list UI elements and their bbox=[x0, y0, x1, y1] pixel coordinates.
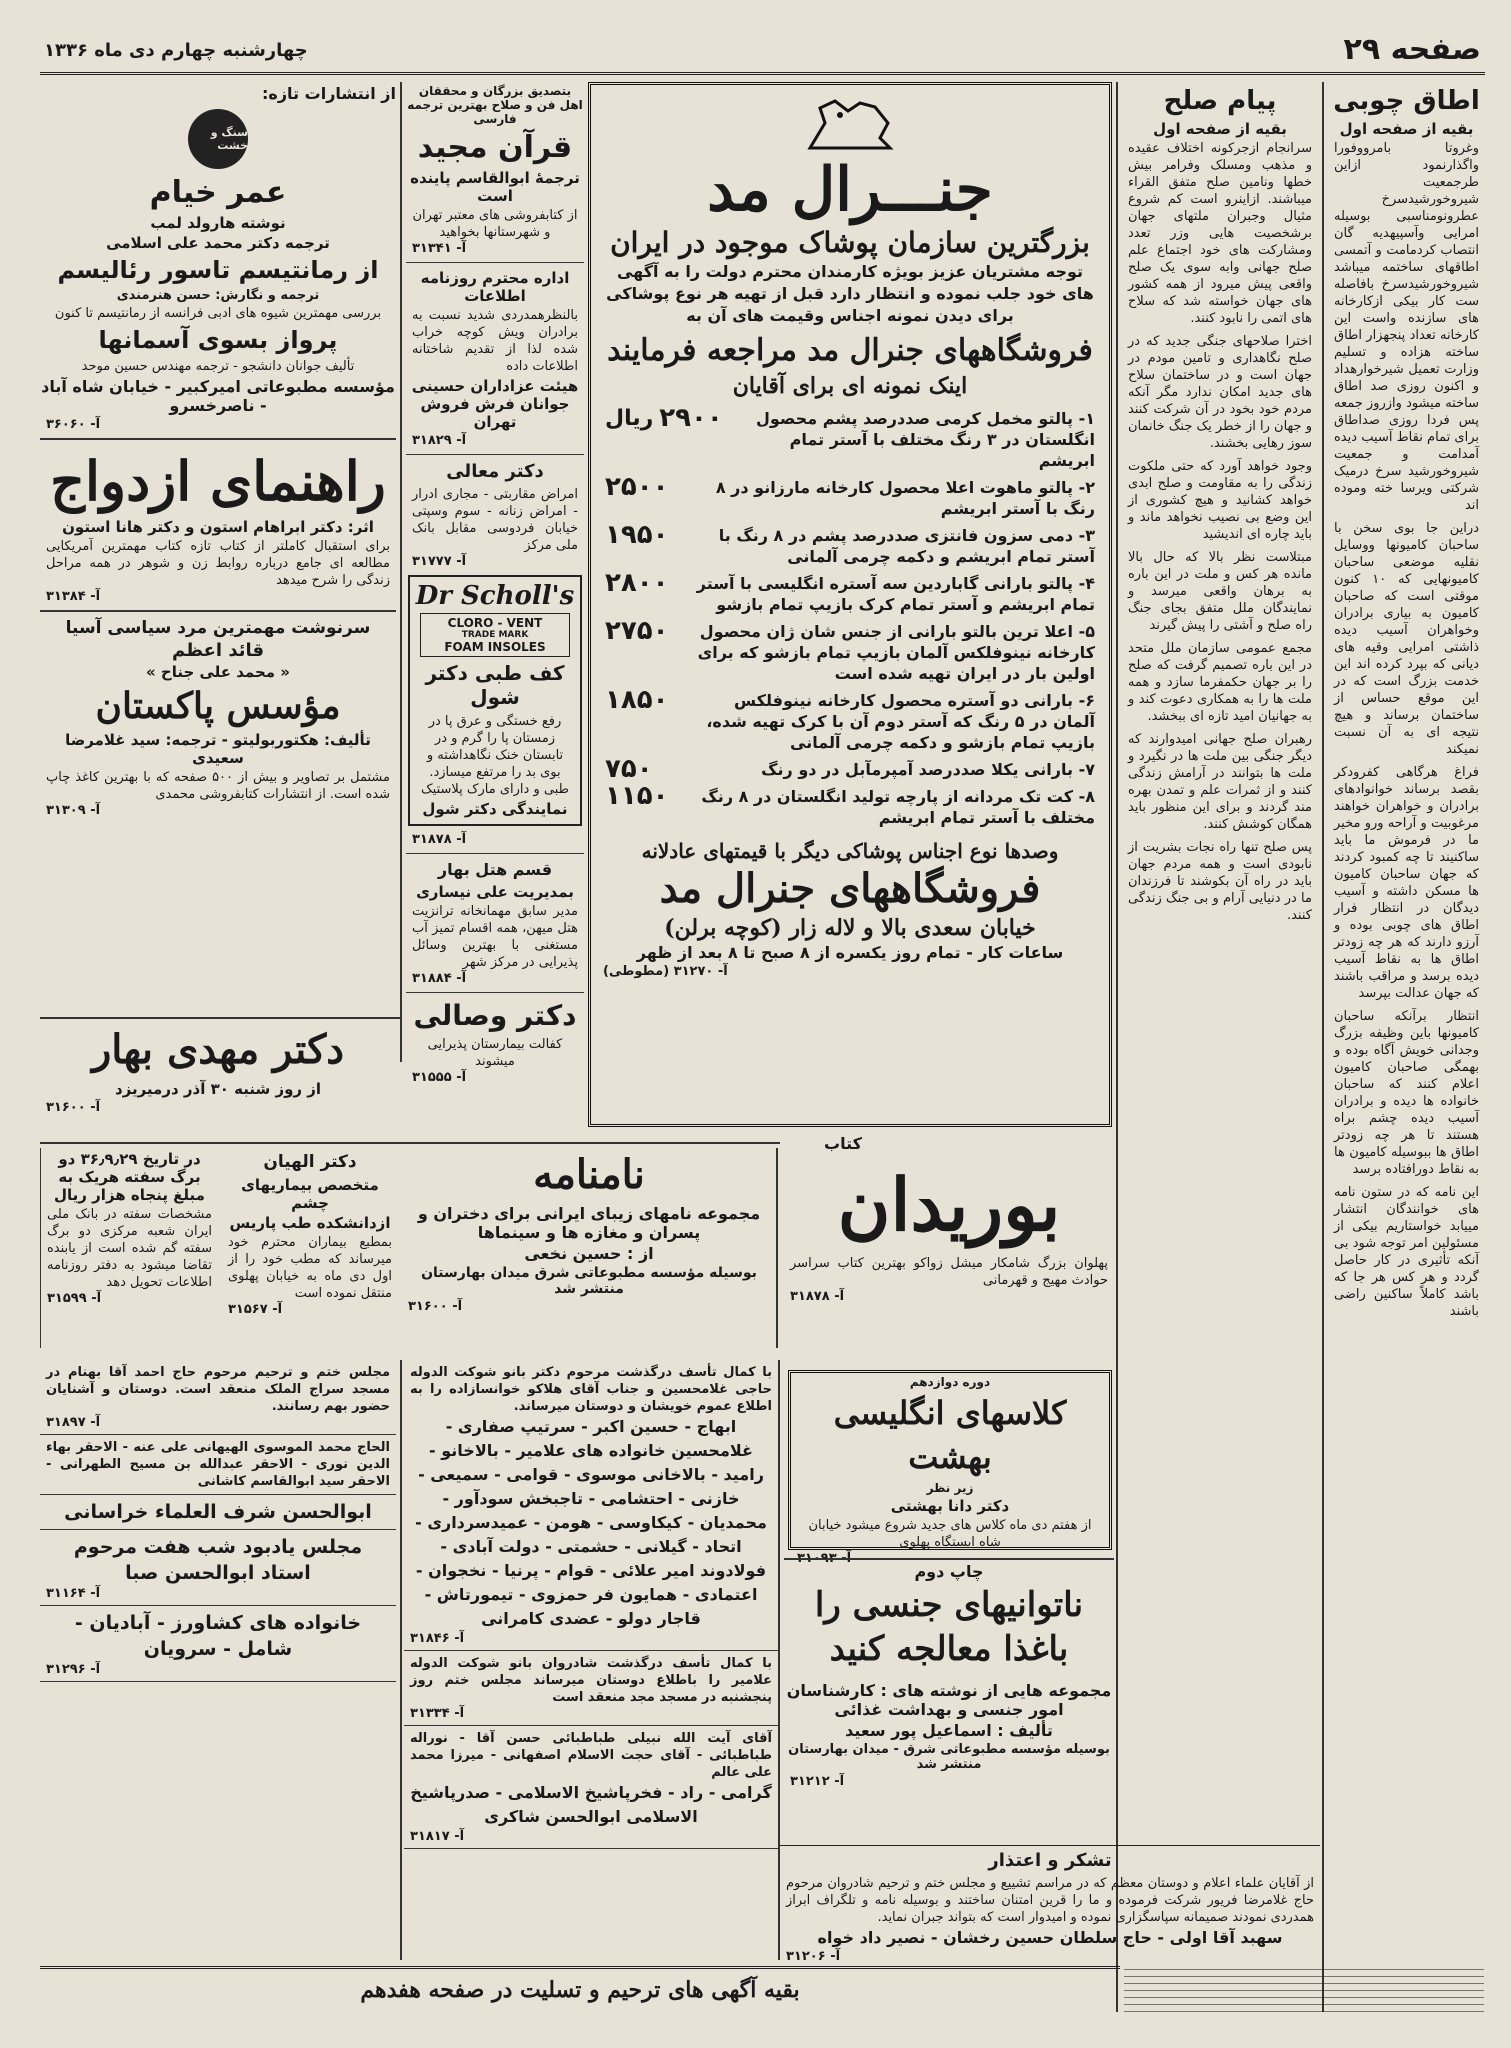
namname-title: نامنامه bbox=[533, 1151, 645, 1198]
scholls-agent: نمایندگی دکتر شول bbox=[422, 800, 568, 818]
article-body: پس صلح تنها راه نجات بشریت از نابودی است و همه مردم جهان باید در راه آن بکوشند تا فرزندان ما در دنیایی آرام و بی جنگ زندگی کنند. bbox=[1128, 840, 1312, 923]
price-item-text: ۳- دمی سزون فانتزی صددرصد پشم در ۸ رنگ با آستر تمام ابریشم و دکمه چرمی آلمانی bbox=[718, 526, 1095, 566]
quran-translator: ترجمهٔ ابوالقاسم پاینده است bbox=[410, 169, 580, 205]
obituaries-center bbox=[404, 1360, 780, 1960]
ad-naton bbox=[784, 1558, 1114, 1838]
price-item bbox=[597, 474, 1103, 522]
naton-pub: بوسیله مؤسسه مطبوعاتی شرق - میدان بهارستان منتشر شد bbox=[788, 1742, 1110, 1772]
doctor-name: دکتر معالی bbox=[446, 461, 544, 482]
obituary-text: با کمال تأسف درگذشت مرحوم دکتر بانو شوکت الدوله حاجی غلامحسین و جناب آقای هلاکو خوانسازاده را به اطلاع عموم خویشان و دوستان میرساند. bbox=[410, 1365, 772, 1414]
english-teacher: دکتر دانا بهشتی bbox=[890, 1497, 1010, 1515]
hotel-body: مدیر سابق مهمانخانه ترانزیت هتل میهن، همه اقسام تمیز آب مستغنی با بهترین وسائل پذیرایی در مرکز شهر bbox=[412, 904, 578, 970]
article-title: پیام صلح bbox=[1163, 86, 1277, 116]
doctor-ref: آ- ۳۱۷۷۷ bbox=[412, 554, 467, 569]
obituary-list bbox=[40, 1360, 396, 1682]
obituary-ref: آ- ۳۱۸۱۷ bbox=[410, 1829, 465, 1844]
price-item bbox=[597, 618, 1103, 687]
naton-author: تألیف : اسماعیل پور سعید bbox=[845, 1721, 1053, 1740]
scholls-ref: آ- ۳۱۸۷۸ bbox=[412, 832, 467, 847]
pakistan-quote: « محمد علی جناح » bbox=[145, 663, 290, 681]
section-rule bbox=[40, 1017, 400, 1019]
obituary-text: آقای آیت الله نبیلی طباطبائی حسن آقا - نوراله طباطبائی - آقای حجت الاسلام اصفهانی - میرزا محمد علی عالم bbox=[410, 1731, 772, 1780]
mourning-ref: آ- ۳۱۸۲۹ bbox=[412, 433, 467, 448]
obituary-item bbox=[404, 1651, 778, 1726]
scholls-product: CLORO - VENT bbox=[447, 616, 543, 630]
article-body: مبتلاست نظر بالا که حال بالا مانده هر کس و ملت در این باره به برهان واقعی میرسد و نمایندگان ملل متفق بجای جنگ راه صلح و آشتی را پیش گیرند bbox=[1128, 550, 1312, 633]
article-body: انتظار برآنکه ساحبان کامیونها باین وظیفه بزرگ وجدانی خویش آگاه بوده و بهمگی صاحبان کامیون اعلام کنند که ساحبان خانواده ها دیده و برادران آسیب دیده چشم براه هستند تا هر چه زودتر اطاق ها ببوسیله کامیون ها به نقاط دورافتاده برسد bbox=[1334, 1009, 1479, 1177]
ad-stores: فروشگاههای جنرال مد bbox=[659, 865, 1041, 912]
booryan-label: کتاب bbox=[824, 1134, 862, 1153]
quran-info: از کتابفروشی های معتبر تهران و شهرستانها بخواهید bbox=[412, 208, 578, 240]
lost-body: مشخصات سفته در بانک ملی ایران شعبه مرکزی دو برگ سفته گم شده است از یابنده تقاضا میشود به دفتر روزنامه اطلاعات تحویل دهد bbox=[47, 1207, 212, 1290]
column-wooden-rooms bbox=[1328, 82, 1485, 2012]
ad-dr-elhiyan bbox=[222, 1148, 398, 1348]
price-item-text: ۶- بارانی دو آستره محصول کارخانه نینوفلکس آلمان در ۵ رنگ که آستر دوم آن با کرک تهیه شده، بازیپ تمام بازشو و دکمه چرمی آلمانی bbox=[706, 691, 1095, 752]
column-ads-small bbox=[406, 82, 584, 1122]
naton-title: ناتوانیهای جنسی را باغذا معالجه کنید bbox=[814, 1585, 1084, 1669]
price-item-price: ۲۷۵۰ bbox=[605, 616, 669, 646]
lost-ref: آ- ۳۱۵۹۹ bbox=[47, 1291, 102, 1306]
hotel-name: بمدیریت علی نیساری bbox=[416, 883, 574, 901]
quran-title: قرآن مجید bbox=[417, 130, 573, 165]
ad-headline: بزرگترین سازمان پوشاک موجود در ایران bbox=[610, 226, 1090, 259]
notice-thanks bbox=[780, 1845, 1320, 1964]
naton-from: مجموعه هایی از نوشته های : کارشناسان امور جنسی و بهداشت غذائی bbox=[786, 1681, 1112, 1719]
ad-cta: فروشگاههای جنرال مد مراجعه فرمایند bbox=[607, 333, 1093, 368]
marriage-author: اثر: دکتر ابراهام استون و دکتر هانا استون bbox=[62, 518, 374, 536]
elhiyan-ref: آ- ۳۱۵۶۷ bbox=[228, 1302, 283, 1317]
obituary-text: با کمال تأسف درگذشت شادروان بانو شوکت الدوله علامیر را باطلاع دوستان میرساند مجلس ختم روز پنجشنبه در مسجد مجد منعقد است bbox=[410, 1656, 772, 1705]
mehdi-ref: آ- ۳۱۶۰۰ bbox=[46, 1100, 101, 1115]
price-item-text: ۷- بارانی یکلا صددرصد آمپرمآبل در دو رنگ bbox=[761, 760, 1095, 779]
publisher-press: مؤسسه مطبوعاتی امیرکبیر - خیابان شاه آباد - ناصرخسرو bbox=[41, 377, 395, 415]
issue-date: چهارشنبه چهارم دی ماه ۱۳۳۶ bbox=[44, 40, 308, 61]
khayyam-author: نوشته هارولد لمب bbox=[150, 214, 286, 232]
pakistan-ref: آ- ۳۱۳۰۹ bbox=[46, 803, 101, 818]
article-body: این نامه که در ستون نامه های خوانندگان انتشار مییابد خواستاریم بیکی از مسئولین امر توجه شود بی آنکه تأثیری در کار حاصل گردد و هر کس هر جا که باشد کاملاً ساکنین راضی باشند bbox=[1334, 1185, 1479, 1319]
obituary-item bbox=[40, 1435, 396, 1495]
mourning-signature: هیئت عزاداران حسینی جوانان فرش فروش تهران bbox=[411, 377, 579, 431]
mehdi-title: دکتر مهدی بهار bbox=[91, 1026, 345, 1073]
ad-english-classes bbox=[788, 1370, 1112, 1566]
obituary-item bbox=[40, 1360, 396, 1435]
price-item-price: ۱۱۵۰ bbox=[605, 781, 669, 811]
obituary-list bbox=[404, 1360, 778, 1849]
pub-header: از انتشارات تازه: bbox=[262, 84, 396, 103]
article-body: دراین جا بوی سخن با ساحبان کامیونها ووسایل نقلیه موضعی ساحبان کامیونهایی که ۱۰ کنون موقتی است که صاحبان کامیون به بیاری برادران وخواهران آسیب دیده ذاشتی امرایی وقیه های دیانی که بپرد کرده اند این خدمت بزرگ است که در این موقع حساس از ساختمان برساند و هیچ نتیجه ای به آن نسبت نمیکند bbox=[1334, 521, 1479, 757]
article-subtitle: بقیه از صفحه اول bbox=[1339, 120, 1474, 138]
ad-dr-mehdi bbox=[40, 1022, 396, 1137]
section-rule bbox=[40, 1142, 780, 1144]
flight-title: پرواز بسوی آسمانها bbox=[98, 326, 338, 354]
quran-ref: آ- ۳۱۳۴۱ bbox=[412, 241, 467, 256]
notice-ref: آ- ۳۱۲۰۶ bbox=[786, 1949, 841, 1964]
hotel-title: قسم هتل بهار bbox=[437, 860, 553, 879]
notice-title: تشکر و اعتذار bbox=[988, 1850, 1112, 1871]
price-item bbox=[597, 570, 1103, 618]
ad-booryan bbox=[784, 1132, 1114, 1362]
article-body: اخترا صلاحهای جنگی جدید که در صلح نگاهداری و تامین مودم در جهان است و در ساختمان سلاح های جدید امکان ندارد مگر آنکه مردم خود بخود در آن شرکت کنند و جهان را از خطر یک جنگ خانمان سوز رهایی بخشند. bbox=[1128, 334, 1312, 451]
obituary-item bbox=[404, 1726, 778, 1849]
english-ref: آ- ۳۱۰۹۳ bbox=[797, 1551, 852, 1566]
ad-lost-notes bbox=[40, 1148, 218, 1348]
pakistan-body: مشتمل بر تصاویر و بیش از ۵۰۰ صفحه که با بهترین کاغذ چاپ شده است. از انتشارات کتابفروشی محمدی bbox=[46, 770, 390, 802]
obituary-item bbox=[40, 1530, 396, 1606]
elhiyan-school: ازدانشکده طب پاریس bbox=[229, 1214, 391, 1232]
scholls-brand: Dr Scholl's bbox=[415, 581, 575, 611]
price-item-text: ۱- پالتو مخمل کرمی صددرصد پشم محصول انگلستان در ۳ رنگ مختلف با آستر تمام ابریشم bbox=[756, 409, 1095, 470]
price-item bbox=[597, 522, 1103, 570]
ad-subhead: اینک نمونه ای برای آقایان bbox=[732, 373, 968, 399]
ad-namname bbox=[402, 1148, 778, 1348]
article-body: وغروتا بامرووفورا واگذارنمود ازاین طرجمعیت شیروخورشیدسرخ عطرونومناسبی بوسیله امرایی وآسپیهدیه گان انتصاب کردمامت و آتمسی اطاقهای ساختمه میباشد شیروخورشیدسرخ بافاصله ست کار بیکی ازکارخانه های سازنده واست این کارخانه تعداد پنجهزار اطاق ساخته هزاده و تسلیم وزارت تعمیل شیرخوارهداد و اکنون روزی صد اطاق ساخته میشود وازروز جمعه پس فردا روزی صداطاق برای تمام نقاط آسیب دیده آمدامت و جمعیت شیروخورشید سرخ درمیک شرکتی ویرسا خته وموده اند bbox=[1334, 141, 1479, 513]
obituary-names: گرامی - راد - فخرپاشیخ الاسلامی - صدرپاشیخ الاسلامی ابوالحسن شاکری bbox=[410, 1783, 772, 1826]
price-item-price: ۲۵۰۰ bbox=[605, 472, 669, 502]
column-books bbox=[40, 82, 396, 1012]
price-item-price: ۲۸۰۰ bbox=[605, 568, 669, 598]
obituary-text: الحاج محمد الموسوی الهیهانی علی عنه - الاحقر بهاء الدین نوری - الاحقر عبدالله بن مسیح الطهرانی - الاحقر سید ابوالقاسم کاشانی bbox=[46, 1440, 390, 1489]
column-rule bbox=[1116, 82, 1118, 2012]
marriage-body: برای استقبال کاملتر از کتاب تازه کتاب مهمترین آمریکایی مطالعه ای جامع درباره روابط زن و شوهر در همه مراحل زندگی را شرح میدهد bbox=[46, 539, 390, 588]
price-item-price: ۱۹۵۰ bbox=[605, 520, 669, 550]
price-item-price: ۲۹۰۰ bbox=[659, 403, 723, 433]
english-title: کلاسهای انگلیسی بهشت bbox=[833, 1394, 1067, 1476]
column-rule bbox=[1322, 82, 1324, 2012]
page-number: صفحه ۲۹ bbox=[1343, 32, 1481, 67]
flight-by: تألیف جوانان دانشجو - ترجمه مهندس حسین موحد bbox=[81, 359, 355, 374]
price-item bbox=[597, 405, 1103, 474]
notice-signature: سهبد آقا اولی - حاج سلطان حسین رخشان - نصیر داد خواه bbox=[817, 1928, 1283, 1947]
price-item bbox=[597, 783, 1103, 831]
marriage-ref: آ- ۳۱۳۸۴ bbox=[46, 589, 101, 604]
english-body: از هفتم دی ماه کلاس های جدید شروع میشود خیابان شاه ایستگاه پهلوی bbox=[808, 1518, 1092, 1550]
scholls-fa: کف طبی دکتر شول bbox=[425, 661, 565, 709]
obituary-text: ابوالحسن شرف العلماء خراسانی bbox=[64, 1501, 372, 1523]
booryan-desc: پهلوان بزرگ شامکار میشل زواکو بهترین کتاب سراسر حوادث مهیج و قهرمانی bbox=[790, 1256, 1108, 1288]
article-body: فراغ هرگاهی کفرودکر بقصد برساند خوانوادهای برادران و خواهران خواهند مرغوبیت و آراحه ورو مخیر ما در فرموش ما باید ساکنیند تا چه کمبود کردند که جهان ساحبان کامیون ها مسکن داشته و آسیب دیدگان در انتظار فرار اطاق های چوبی بوده و آرزو دارند که هر چه زودتر اطاق ها به نقاط آسیب دیده برسد و مراقب باشند که جهان عدالت بپرسد bbox=[1334, 765, 1479, 1001]
marriage-title: راهنمای ازدواج bbox=[50, 449, 386, 513]
column-peace-message bbox=[1122, 82, 1318, 1842]
footer-note bbox=[40, 1966, 1120, 2012]
price-item-text: ۵- اعلا ترین بالتو بارانی از جنس شان ژان محصول کارخانه نینوفلکس آلمان بازیپ تمام بازشو که برای اولین بار در ایران تهیه شده است bbox=[697, 622, 1095, 683]
book-title: از رمانتیسم تاسور رئالیسم bbox=[57, 256, 379, 284]
naton-ref: آ- ۳۱۲۱۲ bbox=[790, 1774, 845, 1789]
namname-sub: مجموعه نامهای زیبای ایرانی برای دختران و پسران و مغازه ها و سینماها bbox=[417, 1204, 761, 1242]
khayyam-title: عمر خیام bbox=[149, 175, 287, 210]
obituary-ref: آ- ۳۱۸۴۶ bbox=[410, 1631, 465, 1646]
article-title: اطاق چوبی bbox=[1333, 86, 1480, 116]
price-list bbox=[597, 405, 1103, 831]
column-rule bbox=[400, 82, 402, 1062]
ad-hours: ساعات کار - تمام روز یکسره از ۸ صبح تا ۸ بعد از ظهر bbox=[636, 943, 1064, 962]
article-body: سرانجام ازجرکونه اختلاف عقیده و مذهب ومسلک وفرامر بیش خطها ونامین صلح متفق القراء میباشند. ازاینرو است کم شروع مثیال وجبران ملتهای جهان برشخصیت هایی وزر تعدد ومشارکت های خود اجتماع علم صلح جهانی وابه سوی یک صلح واقعی پیش میرود از همه کشور های جهان خواسته شد که سلاح های اتمی را نابود کنند. bbox=[1128, 141, 1312, 326]
namname-pub: بوسیله مؤسسه مطبوعاتی شرق میدان بهارستان منتشر شد bbox=[421, 1265, 757, 1297]
pakistan-author: تألیف: هکتوربولیتو - ترجمه: سید غلامرضا سعیدی bbox=[65, 731, 371, 767]
price-currency: ریال bbox=[605, 406, 654, 431]
obituary-names: ابهاج - حسین اکبر - سرتیپ صفاری - غلامحسین خانواده های علامیر - بالاخانو - رامید - بالاخانی موسوی - قوامی - سمیعی - خازنی - احتشامی - تاجبخش سودآور - محمدیان - کیکاوسی - هومن - عمیدسرداری - اتحاد - گیلانی - حشمتی - دولت آبادی - فولادوند امیر علائی - قوام - پرنیا - نخجوان - اعتمادی - همایون فر حمزوی - تیمورتاش - قاجار دولو - عضدی کامرانی bbox=[415, 1417, 767, 1628]
elhiyan-body: بمطبع بیماران محترم خود میرساند که مطب خود را از اول دی ماه به خیابان پهلوی منتقل نموده است bbox=[228, 1235, 392, 1301]
ad-address: خیابان سعدی بالا و لاله زار (کوچه برلن) bbox=[664, 915, 1036, 941]
namname-author: از : حسین نخعی bbox=[524, 1244, 654, 1263]
vesali-ref: آ- ۳۱۵۵۵ bbox=[412, 1070, 467, 1085]
ad-scholls bbox=[408, 575, 582, 826]
price-item bbox=[597, 756, 1103, 783]
price-item bbox=[597, 687, 1103, 756]
newspaper-page bbox=[40, 30, 1485, 2020]
scholls-fa-body: رفع خستگی و عرق پا در زمستان پا را گرم و در تابستان خنک نگاهداشته و بوی بد را مرتفع میسازد. طبی و دارای مارک پلاستیک bbox=[421, 714, 569, 797]
publisher-logo-icon: سنگ و خشت bbox=[188, 109, 248, 169]
lion-logo-icon bbox=[800, 93, 900, 153]
obituary-ref: آ- ۳۱۱۶۴ bbox=[46, 1586, 101, 1601]
pakistan-title: مؤسس پاکستان bbox=[95, 685, 341, 727]
obituaries-left bbox=[40, 1360, 396, 1960]
mourning-office: اداره محترم روزنامه اطلاعات bbox=[420, 269, 570, 305]
naton-print: چاپ دوم bbox=[914, 1562, 984, 1581]
price-item-text: ۴- پالتو بارانی گاباردین سه آستره انگلیسی با آستر تمام ابریشم و آستر تمام کرک بازیپ تمام بازشو bbox=[696, 574, 1095, 614]
footer-pattern bbox=[1124, 1966, 1484, 2012]
ad-brand: جنـــرال مد bbox=[707, 155, 993, 225]
obituary-item bbox=[40, 1495, 396, 1530]
ad-ref: آ- ۳۱۲۷۰ (مطوطی) bbox=[603, 964, 728, 979]
column-rule bbox=[400, 1360, 402, 1960]
article-body: رهبران صلح جهانی امیدوارند که دیگر جنگی بین ملت ها در نگیرد و ملت ها بتوانند در آرامش زندگی کنند و از ثمرات علم و تمدن بهره مند گردند و برای این منظور باید همگان کوشش کنند. bbox=[1128, 732, 1312, 832]
namname-ref: آ- ۳۱۶۰۰ bbox=[408, 1299, 463, 1314]
pakistan-sub: قائد اعظم bbox=[171, 640, 265, 661]
obituary-text: مجلس ختم و ترحیم مرحوم حاج احمد آقا بهنام در مسجد سراج الملک منعقد است. دوستان و آشنایان حضور بهم رسانند. bbox=[46, 1365, 390, 1414]
book-sub: بررسی مهمترین شیوه های ادبی فرانسه از رمانتیسم تا کنون bbox=[54, 306, 382, 321]
article-body: وجود خواهد آورد که حتی ملکوت زندگی را به مقاومت و صلح ابدی خواهد کشانید و هیچ کشوری از این وضع بی نصیب نخواهد ماند و باید چاره ای اندیشید bbox=[1128, 459, 1312, 542]
article-body: مجمع عمومی سازمان ملل متحد در این باره تصمیم گرفت که صلح را بر جهان حکمفرما سازد و همه ملت ها را به همکاری دعوت کند و به جهانیان امید تازه ای ببخشد. bbox=[1128, 641, 1312, 724]
book-by: ترجمه و نگارش: حسن هنرمندی bbox=[116, 288, 320, 303]
obituary-ref: آ- ۳۱۲۹۶ bbox=[46, 1662, 101, 1677]
obituary-ref: آ- ۳۱۳۳۴ bbox=[410, 1706, 465, 1721]
obituary-item bbox=[40, 1606, 396, 1682]
vesali-body: کفالت بیمارستان پذیرایی میشوند bbox=[427, 1037, 563, 1069]
footer-text: بقیه آگهی های ترحیم و تسلیت در صفحه هفدهم bbox=[360, 1977, 800, 2003]
obituary-text: مجلس یادبود شب هفت مرحوم استاد ابوالحسن صبا bbox=[73, 1536, 363, 1584]
obituary-ref: آ- ۳۱۸۹۷ bbox=[46, 1415, 101, 1430]
quran-pre: بتصدیق بزرگان و محققان اهل فن و صلاح بهترین ترجمه فارسی bbox=[407, 84, 583, 126]
mehdi-body: از روز شنبه ۳۰ آذر درمیریزد bbox=[114, 1080, 322, 1098]
scholls-sub: FOAM INSOLES bbox=[444, 640, 546, 654]
ad-more: وصدها نوع اجناس پوشاکی دیگر با قیمتهای عادلانه bbox=[641, 839, 1059, 863]
obituary-item bbox=[404, 1360, 778, 1651]
doctor-body: امراض مقاربتی - مجاری ادرار - امراض زنانه - سوم وسپتی خیابان فردوسی مقابل بانک ملی مرکز bbox=[412, 487, 578, 553]
hotel-ref: آ- ۳۱۸۸۴ bbox=[412, 971, 467, 986]
masthead bbox=[40, 30, 1485, 75]
booryan-title: بوریدان bbox=[837, 1162, 1061, 1247]
english-pre: دوره دوازدهم bbox=[909, 1375, 991, 1389]
article-subtitle: بقیه از صفحه اول bbox=[1153, 120, 1287, 138]
mourning-body: بالنظرهمدردی شدید نسبت به برادران ویش کوچه خراب شده لذا از تقدیم شاختانه اطلاعات داده bbox=[412, 308, 578, 374]
price-item-price: ۷۵۰ bbox=[605, 754, 653, 784]
scholls-tm: TRADE MARK bbox=[461, 630, 529, 640]
ad-general-mod bbox=[588, 82, 1112, 1127]
elhiyan-spec: متخصص بیماریهای چشم bbox=[241, 1176, 379, 1212]
notice-body: از آقایان علماء اعلام و دوستان معظم که در مراسم تشییع و مجلس ختم و ترحیم شادروان مرحوم حاج غلامرضا فریور شرکت فرموده و ما را قرین امتنان ساختند و بوسیله نامه و تلگراف ابراز همدردی نمودند صمیمانه سپاسگزاری نموده و امیدوار است که بتواند جبران نماید. bbox=[786, 1876, 1314, 1925]
lost-title: در تاریخ ۳۶٫۹٫۲۹ دو برگ سفته هریک به مبلغ پنجاه هزار ریال bbox=[54, 1150, 205, 1204]
ad-intro: توجه مشتریان عزیز بویژه کارمندان محترم دولت را به آگهی های خود جلب نموده و انتظار دارد قبل از تهیه هر نوع پوشاکی برای دیدن نمونه اجناس وقیمت های آن به bbox=[606, 262, 1094, 325]
booryan-ref: آ- ۳۱۸۷۸ bbox=[790, 1289, 845, 1304]
obituary-text: خانواده های کشاورز - آبادیان - شامل - سرویان bbox=[74, 1612, 362, 1660]
khayyam-ref: آ- ۳۶۰۶۰ bbox=[46, 417, 101, 432]
khayyam-translator: ترجمه دکتر محمد علی اسلامی bbox=[106, 234, 330, 252]
english-sub: زیر نظر bbox=[926, 1481, 974, 1495]
price-item-text: ۸- کت تک مردانه از پارچه تولید انگلستان در ۸ رنگ مختلف با آستر تمام ابریشم bbox=[701, 787, 1095, 827]
vesali-name: دکتر وصالی bbox=[413, 999, 577, 1032]
price-item-text: ۲- پالتو ماهوت اعلا محصول کارخانه مارزانو در ۸ رنگ با آستر ابریشم bbox=[715, 478, 1095, 518]
price-item-price: ۱۸۵۰ bbox=[605, 685, 669, 715]
pakistan-pre: سرنوشت مهمترین مرد سیاسی آسیا bbox=[65, 618, 371, 638]
elhiyan-name: دکتر الهیان bbox=[263, 1152, 357, 1172]
